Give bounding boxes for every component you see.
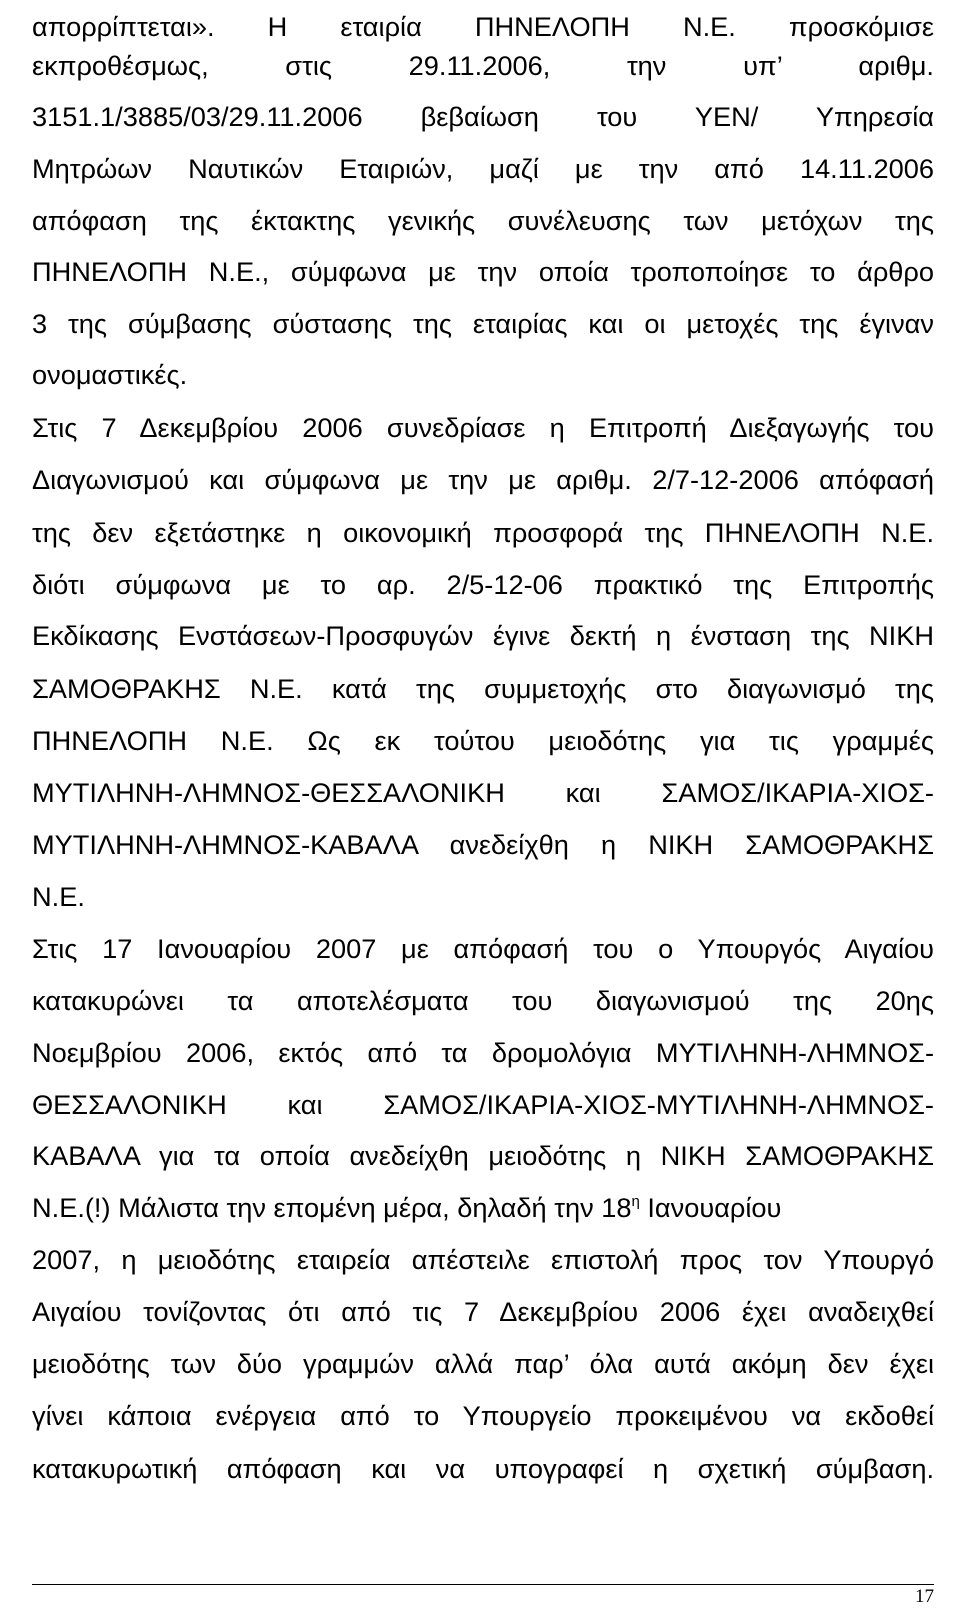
page-number: 17 <box>915 1586 934 1607</box>
body-line: Αιγαίου τονίζοντας ότι από τις 7 Δεκεμβρίου 2006 έχει αναδειχθεί <box>32 1296 934 1327</box>
body-line: κατακυρωτική απόφαση και να υπογραφεί η σχετική σύμβαση. <box>32 1453 934 1484</box>
body-line: Μητρώων Ναυτικών Εταιριών, μαζί με την από 14.11.2006 <box>32 153 934 184</box>
body-line: Διαγωνισμού και σύμφωνα με την με αριθμ. 2/7-12-2006 απόφασή <box>32 464 934 495</box>
body-line: ΜΥΤΙΛΗΝΗ-ΛΗΜΝΟΣ-ΘΕΣΣΑΛΟΝΙΚΗ και ΣΑΜΟΣ/ΙΚΑΡΙΑ-ΧΙΟΣ- <box>32 777 934 808</box>
ordinal-superscript: η <box>631 1193 640 1210</box>
body-line: ΘΕΣΣΑΛΟΝΙΚΗ και ΣΑΜΟΣ/ΙΚΑΡΙΑ-ΧΙΟΣ-ΜΥΤΙΛΗΝΗ-ΛΗΜΝΟΣ- <box>32 1089 934 1120</box>
body-line: ΠΗΝΕΛΟΠΗ Ν.Ε. Ως εκ τούτου μειοδότης για τις γραμμές <box>32 725 934 756</box>
body-line-text: Ν.Ε.(!) Μάλιστα την επομένη μέρα, δηλαδή την 18 <box>32 1192 632 1223</box>
body-line: Στις 17 Ιανουαρίου 2007 με απόφασή του ο Υπουργός Αιγαίου <box>32 933 934 964</box>
body-line-with-superscript <box>32 1182 781 1234</box>
body-line: απόφαση της έκτακτης γενικής συνέλευσης των μετόχων της <box>32 205 934 236</box>
body-line: μειοδότης των δύο γραμμών αλλά παρ’ όλα αυτά ακόμη δεν έχει <box>32 1348 934 1379</box>
body-line: Ν.Ε. <box>32 881 85 912</box>
body-line: 3151.1/3885/03/29.11.2006 βεβαίωση του ΥΕΝ/ Υπηρεσία <box>32 101 934 132</box>
body-line: Στις 7 Δεκεμβρίου 2006 συνεδρίασε η Επιτροπή Διεξαγωγής του <box>32 412 934 443</box>
body-line: διότι σύμφωνα με το αρ. 2/5-12-06 πρακτικό της Επιτροπής <box>32 569 934 600</box>
body-line: ονομαστικές. <box>32 359 188 390</box>
body-line: Εκδίκασης Ενστάσεων-Προσφυγών έγινε δεκτή η ένσταση της ΝΙΚΗ <box>32 620 934 651</box>
footer-divider <box>32 1584 934 1585</box>
body-line: της δεν εξετάστηκε η οικονομική προσφορά της ΠΗΝΕΛΟΠΗ Ν.Ε. <box>32 517 934 548</box>
body-line: απορρίπτεται». Η εταιρία ΠΗΝΕΛΟΠΗ Ν.Ε. προσκόμισε <box>32 11 934 42</box>
body-line: ΚΑΒΑΛΑ για τα οποία ανεδείχθη μειοδότης η ΝΙΚΗ ΣΑΜΟΘΡΑΚΗΣ <box>32 1140 934 1171</box>
body-line: ΜΥΤΙΛΗΝΗ-ΛΗΜΝΟΣ-ΚΑΒΑΛΑ ανεδείχθη η ΝΙΚΗ ΣΑΜΟΘΡΑΚΗΣ <box>32 829 934 860</box>
body-line: ΠΗΝΕΛΟΠΗ Ν.Ε., σύμφωνα με την οποία τροποποίησε το άρθρο <box>32 256 934 287</box>
body-line: ΣΑΜΟΘΡΑΚΗΣ Ν.Ε. κατά της συμμετοχής στο διαγωνισμό της <box>32 673 934 704</box>
body-line-text: Ιανουαρίου <box>639 1192 782 1223</box>
body-line: γίνει κάποια ενέργεια από το Υπουργείο προκειμένου να εκδοθεί <box>32 1400 934 1431</box>
body-line: 3 της σύμβασης σύστασης της εταιρίας και οι μετοχές της έγιναν <box>32 308 934 339</box>
body-line: κατακυρώνει τα αποτελέσματα του διαγωνισμού της 20ης <box>32 985 934 1016</box>
body-line: 2007, η μειοδότης εταιρεία απέστειλε επιστολή προς τον Υπουργό <box>32 1244 934 1275</box>
body-line: εκπροθέσμως, στις 29.11.2006, την υπ’ αριθμ. <box>32 50 934 81</box>
body-line: Νοεμβρίου 2006, εκτός από τα δρομολόγια ΜΥΤΙΛΗΝΗ-ΛΗΜΝΟΣ- <box>32 1037 934 1068</box>
